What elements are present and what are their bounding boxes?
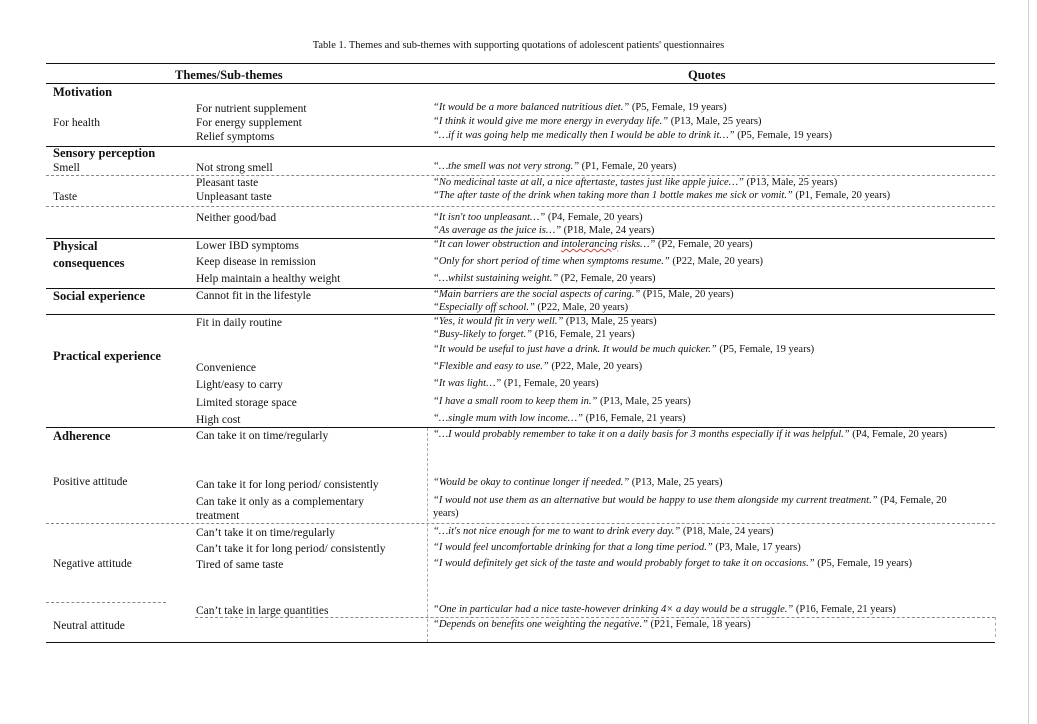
quote: “It was light…” (P1, Female, 20 years)	[433, 378, 599, 389]
quote: “…I would probably remember to take it on a daily basis for 3 months especially if it was helpful.” (P4, Female, 20 years)	[433, 429, 947, 440]
section-rule	[46, 427, 995, 428]
subtheme: Light/easy to carry	[196, 379, 283, 391]
dashed-separator	[46, 523, 995, 524]
quote: “Flexible and easy to use.” (P22, Male, 20 years)	[433, 361, 643, 372]
quote: “…whilst sustaining weight.” (P2, Female, 20 years)	[433, 273, 656, 284]
subtheme: High cost	[196, 414, 241, 426]
theme-motivation: Motivation	[53, 85, 113, 99]
subtheme: For nutrient supplement	[196, 103, 307, 115]
page-edge	[1028, 0, 1029, 724]
quote: “As average as the juice is…” (P18, Male, 24 years)	[433, 225, 655, 236]
quote: “I think it would give me more energy in everyday life.” (P13, Male, 25 years)	[433, 116, 762, 127]
section-rule	[46, 146, 995, 147]
subtheme: Can take it only as a complementary	[196, 496, 364, 508]
theme-social-experience: Social experience	[53, 289, 145, 303]
quote: “It isn't too unpleasant…” (P4, Female, 20 years)	[433, 212, 643, 223]
themes-column-header: Themes/Sub-themes	[175, 68, 283, 82]
theme-adherence: Adherence	[53, 429, 111, 443]
subtheme: Fit in daily routine	[196, 317, 282, 329]
quote: “…it's not nice enough for me to want to drink every day.” (P18, Male, 24 years)	[433, 526, 774, 537]
subtheme: Not strong smell	[196, 162, 273, 174]
subtheme: Limited storage space	[196, 397, 297, 409]
quote: “I have a small room to keep them in.” (P13, Male, 25 years)	[433, 396, 691, 407]
subtheme: Can take it on time/regularly	[196, 430, 329, 442]
subtheme: Cannot fit in the lifestyle	[196, 290, 311, 302]
quote: “It would be useful to just have a drink. It would be much quicker.” (P5, Female, 19 years)	[433, 344, 815, 355]
subtheme-group-neutral: Neutral attitude	[53, 620, 125, 632]
quote: “Only for short period of time when symptoms resume.” (P22, Male, 20 years)	[433, 256, 764, 267]
subtheme: Convenience	[196, 362, 257, 374]
subtheme: Can’t take it on time/regularly	[196, 527, 336, 539]
quote: “Main barriers are the social aspects of caring.” (P15, Male, 20 years)	[433, 289, 734, 300]
subtheme: Neither good/bad	[196, 212, 277, 224]
column-divider	[995, 617, 996, 637]
theme-physical-line1: Physical	[53, 239, 98, 253]
quote: “The after taste of the drink when taking more than 1 bottle makes me sick or vomit.” (P1, Female, 20 years)	[433, 190, 891, 201]
theme-sensory-perception: Sensory perception	[53, 146, 156, 160]
header-bottom-rule	[46, 83, 995, 84]
subtheme: Keep disease in remission	[196, 256, 316, 268]
theme-physical-line2: consequences	[53, 256, 125, 270]
subtheme: Relief symptoms	[196, 131, 275, 143]
quote: “One in particular had a nice taste-however drinking 4× a day would be a struggle.” (P16, Female, 21 years)	[433, 604, 896, 615]
subtheme: For energy supplement	[196, 117, 302, 129]
quote: “Would be okay to continue longer if needed.” (P13, Male, 25 years)	[433, 477, 723, 488]
quote: “I would definitely get sick of the taste and would probably forget to take it on occasions.” (P5, Female, 19 years)	[433, 558, 912, 569]
subtheme: Can’t take in large quantities	[196, 605, 329, 617]
dashed-separator	[46, 175, 995, 176]
subtheme: Help maintain a healthy weight	[196, 273, 341, 285]
quote: “No medicinal taste at all, a nice aftertaste, tastes just like apple juice…” (P13, Male, 25 years)	[433, 177, 838, 188]
quote: “I would feel uncomfortable drinking for that a long time period.” (P3, Male, 17 years)	[433, 542, 801, 553]
subtheme-group-for-health: For health	[53, 117, 100, 129]
subtheme: Tired of same taste	[196, 559, 284, 571]
subtheme: Pleasant taste	[196, 177, 259, 189]
subtheme-group-taste: Taste	[53, 191, 78, 203]
column-divider	[427, 428, 428, 642]
dashed-separator	[46, 206, 995, 207]
subtheme: Can take it for long period/ consistently	[196, 479, 379, 491]
table-top-rule	[46, 63, 995, 64]
table-bottom-rule	[46, 642, 995, 643]
subtheme: Can’t take it for long period/ consistently	[196, 543, 386, 555]
section-rule	[46, 314, 995, 315]
quote: “It can lower obstruction and intolerancing risks…” (P2, Female, 20 years)	[433, 239, 753, 250]
quotes-column-header: Quotes	[688, 68, 726, 82]
theme-practical-experience: Practical experience	[53, 349, 161, 363]
subtheme-group-positive: Positive attitude	[53, 476, 128, 488]
quote: “…if it was going help me medically then I would be able to drink it…” (P5, Female, 19 years)	[433, 130, 832, 141]
subtheme: treatment	[196, 510, 240, 522]
table-caption: Table 1. Themes and sub-themes with supporting quotations of adolescent patients' questionnaires	[312, 40, 725, 51]
quote: years)	[433, 508, 459, 519]
quote: “I would not use them as an alternative but would be happy to use them alongside my current treatment.” (P4, Female, 20	[433, 495, 947, 506]
quote: “…single mum with low income…” (P16, Female, 21 years)	[433, 413, 686, 424]
subtheme: Unpleasant taste	[196, 191, 272, 203]
quote: “Depends on benefits one weighting the negative.” (P21, Female, 18 years)	[433, 619, 751, 630]
quote: “Especially off school.” (P22, Male, 20 years)	[433, 302, 629, 313]
quote: “It would be a more balanced nutritious diet.” (P5, Female, 19 years)	[433, 102, 727, 113]
subtheme-group-negative: Negative attitude	[53, 558, 132, 570]
dashed-separator	[46, 602, 166, 603]
subtheme-group-smell: Smell	[53, 162, 80, 174]
subtheme: Lower IBD symptoms	[196, 240, 299, 252]
quote: “Busy-likely to forget.” (P16, Female, 21 years)	[433, 329, 635, 340]
quote: “…the smell was not very strong.” (P1, Female, 20 years)	[433, 161, 677, 172]
quote: “Yes, it would fit in very well.” (P13, Male, 25 years)	[433, 316, 657, 327]
